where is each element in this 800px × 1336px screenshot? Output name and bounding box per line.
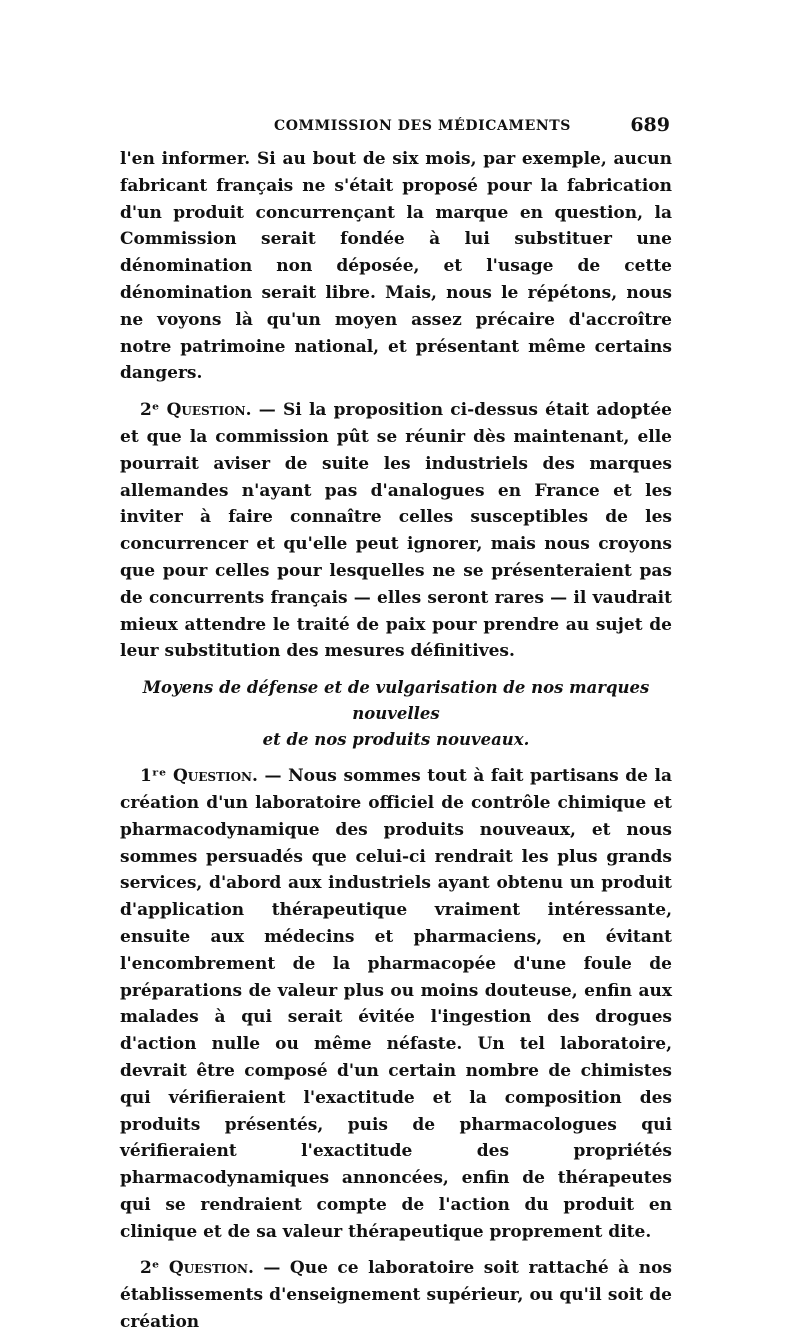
body-text — [120, 146, 672, 1336]
running-title: COMMISSION DES MÉDICAMENTS — [274, 118, 571, 134]
paragraph-question-1 — [120, 763, 672, 1245]
question-label: 2ᵉ Question. — [140, 1258, 254, 1279]
paragraph-continuation: l'en informer. Si au bout de six mois, par exemple, aucun fabricant français ne s'était proposé pour la fabrication d'un produit concurrençant la marque en question, la Commission serait fondée à lui substituer une dénomination non déposée, et l'usage de cette dénomination serait libre. Mais, nous le répétons, nous ne voyons là qu'un moyen assez précaire d'accroître notre patrimoine national, et présentant même certains dangers. — [120, 149, 672, 384]
question-label: 2ᵉ Question. — [140, 400, 252, 421]
section-heading-line-2: et de nos produits nouveaux. — [262, 730, 530, 750]
paragraph-question-2b — [120, 1255, 672, 1335]
page-header — [122, 114, 672, 140]
page-number: 689 — [630, 114, 670, 136]
paragraph-question-2 — [120, 397, 672, 665]
question-text: — Nous sommes tout à fait partisans de la création d'un laboratoire officiel de contrôle chimique et pharmacodynamique des produits nouveaux, et nous sommes persuadés que celui-ci rendrait les plus grands services, d'abord aux industriels ayant obtenu un produit d'application thérapeutique vraiment intéressante, ensuite aux médecins et pharmaciens, en évitant l'encombrement de la pharmacopée d'une foule de préparations de valeur plus ou moins douteuse, enfin aux malades à qui serait évitée l'ingestion des drogues d'action nulle ou même néfaste. Un tel laboratoire, devrait être composé d'un certain nombre de chimistes qui vérifieraient l'exactitude et la composition des produits présentés, puis de pharmacologues qui vérifieraient l'exactitude des propriétés pharmacodynamiques annoncées, enfin de thérapeutes qui se rendraient compte de l'action du produit en clinique et de sa valeur thérapeutique proprement dite. — [120, 766, 672, 1242]
question-text: — Si la proposition ci-dessus était adoptée et que la commission pût se réunir dès maintenant, elle pourrait aviser de suite les industriels des marques allemandes n'ayant pas d'analogues en France et les inviter à faire connaître celles susceptibles de les concurrencer et qu'elle peut ignorer, mais nous croyons que pour celles pour lesquelles ne se présenteraient pas de concurrents français — elles seront rares — il vaudrait mieux attendre le traité de paix pour prendre au sujet de leur substitution des mesures définitives. — [120, 400, 672, 662]
question-text: — Que ce laboratoire soit rattaché à nos établissements d'enseignement supérieur, ou qu'il soit de création — [120, 1258, 672, 1333]
section-heading-line-1: Moyens de défense et de vulgarisation de nos marques nouvelles — [142, 678, 650, 724]
section-heading — [120, 675, 672, 753]
question-label: 1ʳᵉ Question. — [140, 766, 258, 787]
